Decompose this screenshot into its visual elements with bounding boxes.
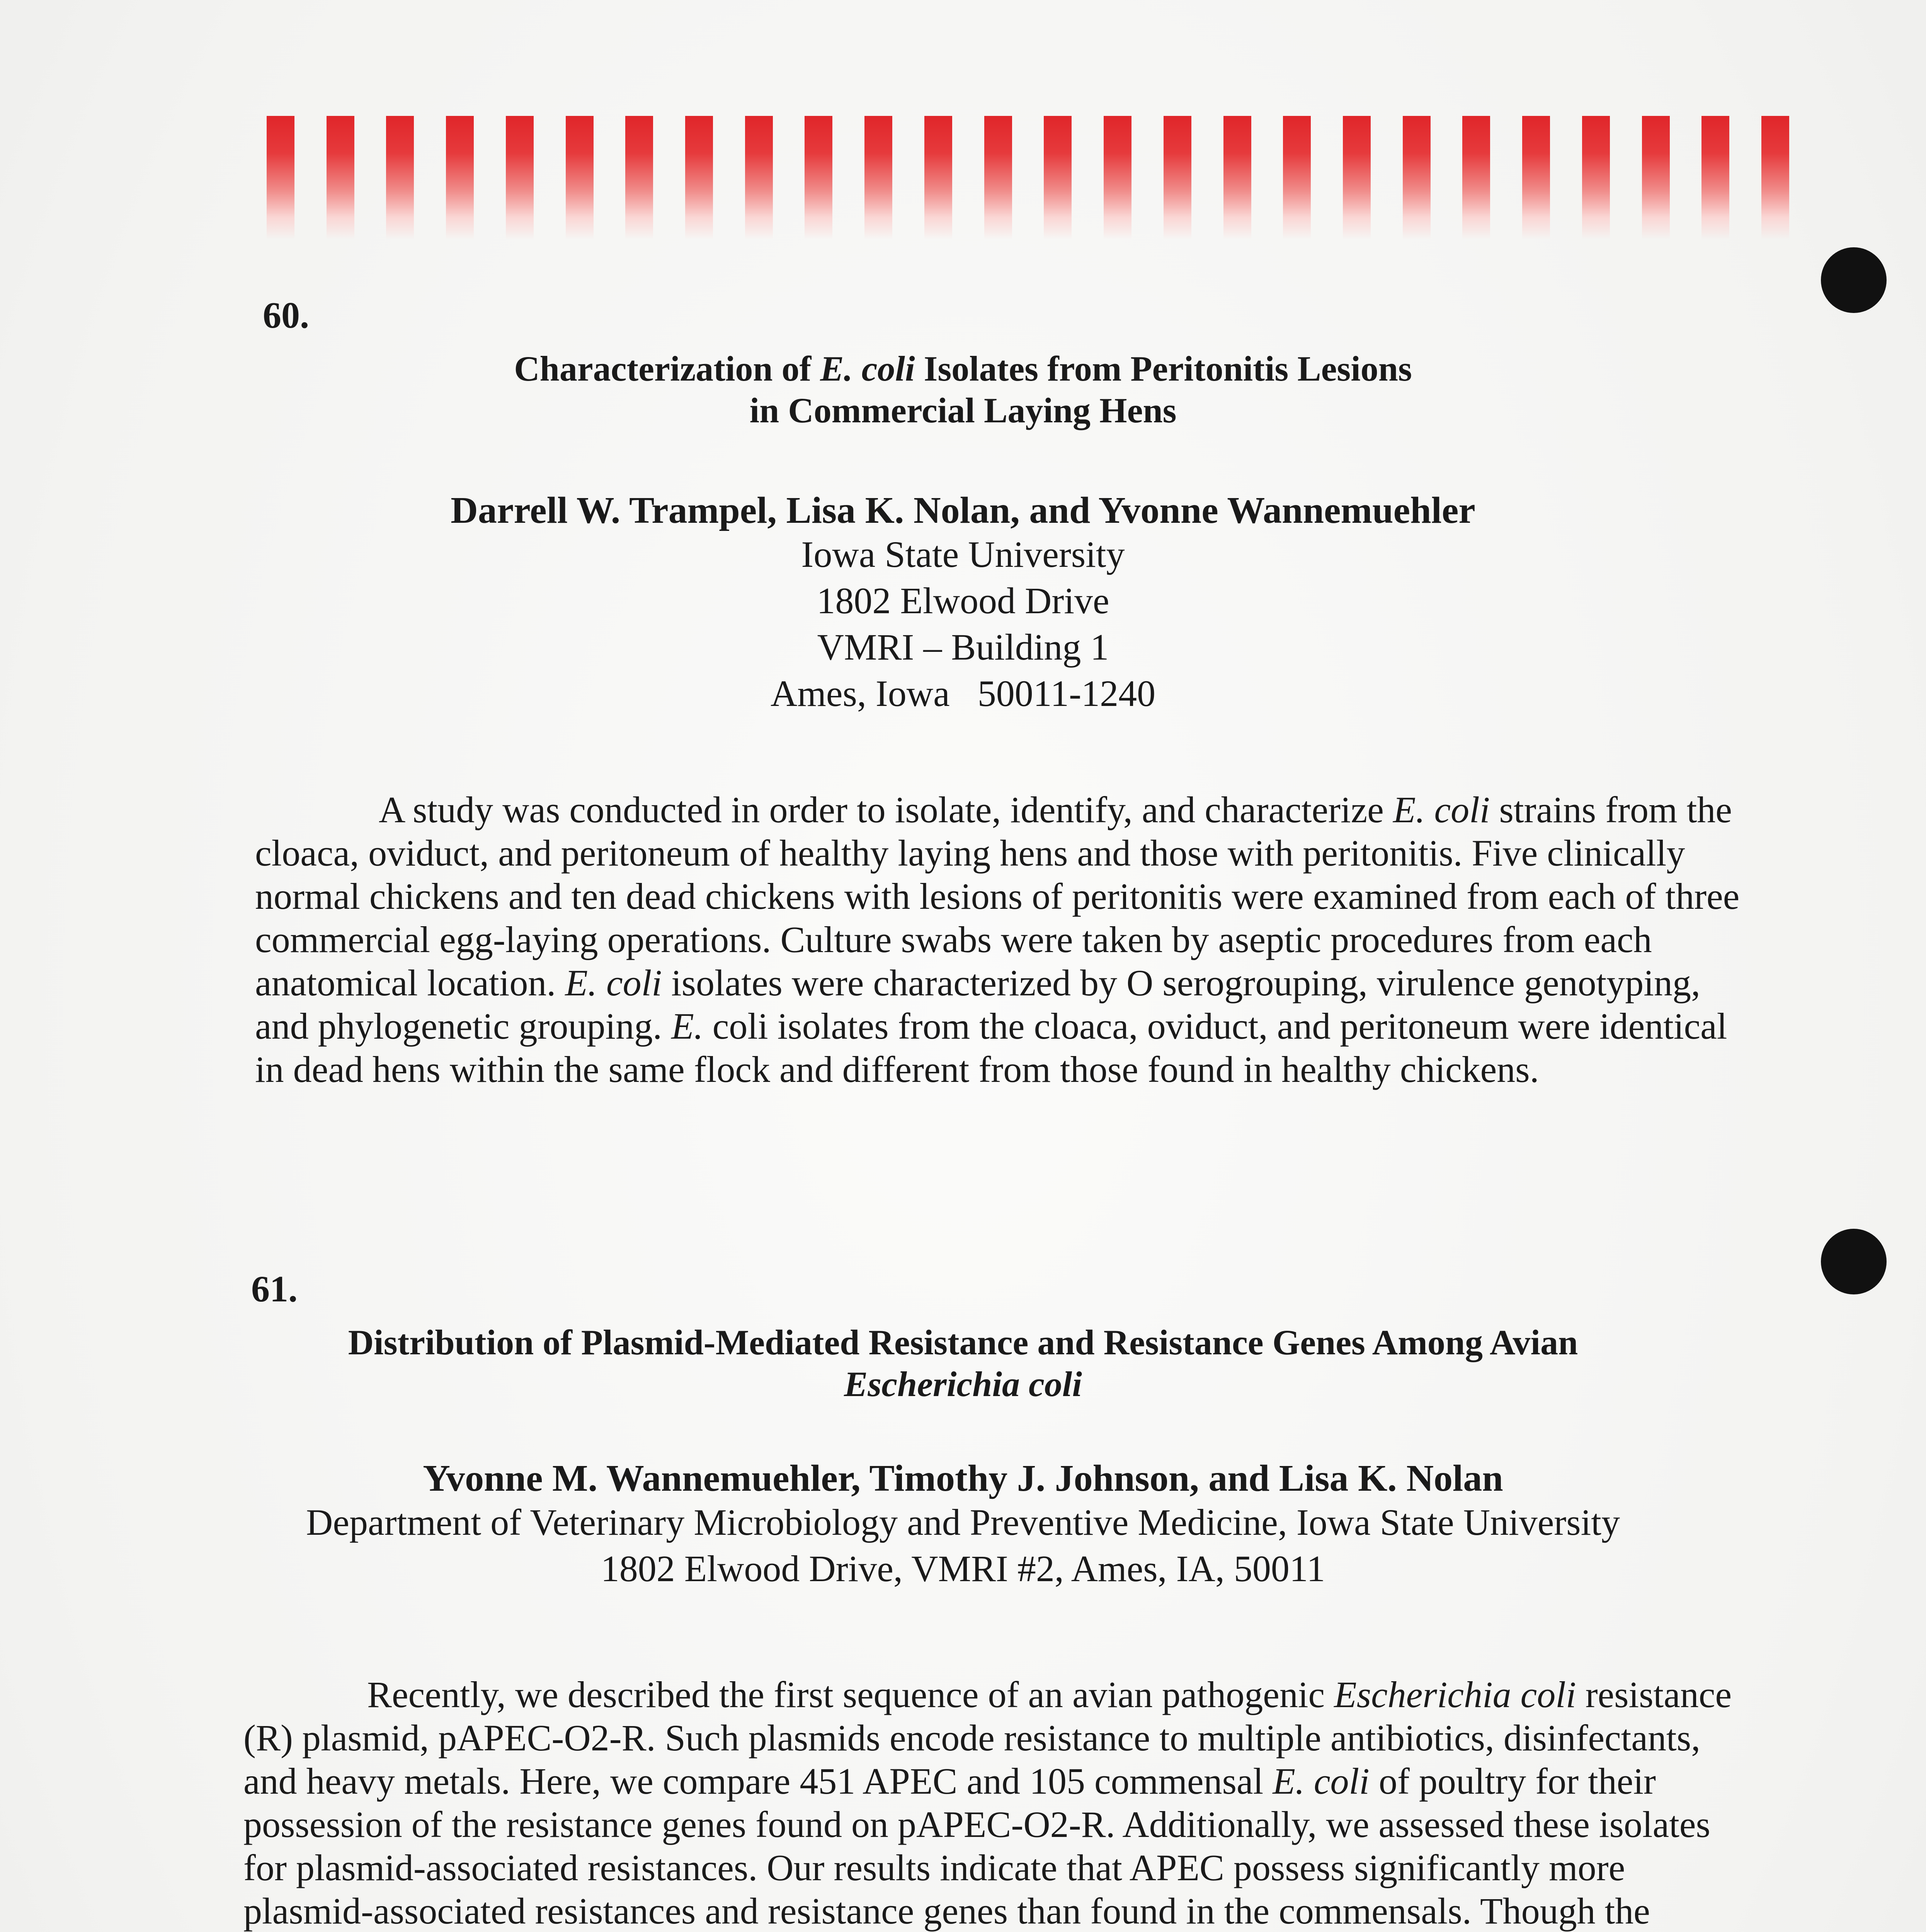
abstract-paragraph	[255, 788, 1754, 1091]
header-bar	[1642, 116, 1670, 240]
header-bar	[506, 116, 534, 240]
title-text: in Commercial Laying Hens	[749, 391, 1177, 430]
author-list: Darrell W. Trampel, Lisa K. Nolan, and Yvonne Wannemuehler	[451, 490, 1475, 531]
body-text: A study was conducted in order to isolate, identify, and characterize	[379, 789, 1393, 830]
header-bar	[1462, 116, 1490, 240]
abstract-body	[255, 788, 1754, 1091]
header-bar	[267, 116, 294, 240]
body-italic: Escherichia coli	[1334, 1674, 1576, 1715]
address-line: Ames, Iowa 50011-1240	[770, 673, 1156, 714]
header-bar	[1522, 116, 1550, 240]
body-text: coli isolates from the cloaca, oviduct, and peritoneum were identical in dead hens within the same flock and different from those found in healthy chickens.	[255, 1005, 1727, 1090]
header-bar	[805, 116, 832, 240]
header-bar	[1223, 116, 1251, 240]
header-bar	[1701, 116, 1729, 240]
abstract-title	[0, 348, 1926, 431]
body-text: resistance (R) plasmid, pAPEC-O2-R. Such plasmids encode resistance to multiple antibiotics, disinfectants, and heavy metals. Here, we compare 451 APEC and 105 commensal	[243, 1674, 1732, 1802]
title-italic: E. coli	[820, 349, 915, 388]
decorative-header-bars	[267, 116, 1789, 240]
header-bar	[386, 116, 414, 240]
affiliation	[0, 531, 1926, 717]
binder-hole	[1821, 1229, 1887, 1294]
body-italic: E. coli	[1273, 1760, 1370, 1802]
header-bar	[864, 116, 892, 240]
header-bar	[327, 116, 354, 240]
address-line: 1802 Elwood Drive	[817, 580, 1109, 621]
header-bar	[1403, 116, 1431, 240]
title-text: Characterization of	[514, 349, 820, 388]
title-italic: Escherichia coli	[844, 1364, 1082, 1404]
title-text: Isolates from Peritonitis Lesions	[915, 349, 1412, 388]
header-bar	[625, 116, 653, 240]
author-list: Yvonne M. Wannemuehler, Timothy J. Johnson, and Lisa K. Nolan	[423, 1458, 1503, 1499]
address-line: Iowa State University	[801, 534, 1125, 575]
address-line: Department of Veterinary Microbiology and Preventive Medicine, Iowa State University	[306, 1502, 1620, 1543]
body-text: Recently, we described the first sequence of an avian pathogenic	[367, 1674, 1334, 1715]
header-bar	[566, 116, 594, 240]
binder-hole	[1821, 247, 1887, 313]
abstract-paragraph	[243, 1673, 1751, 1932]
affiliation	[0, 1499, 1926, 1592]
header-bar	[685, 116, 713, 240]
header-bar	[745, 116, 773, 240]
abstract-number: 61.	[251, 1268, 298, 1310]
header-bar	[1582, 116, 1610, 240]
abstract-body	[243, 1673, 1751, 1932]
header-bar	[1044, 116, 1072, 240]
body-text: of poultry for their possession of the resistance genes found on pAPEC-O2-R. Additionally, we assessed these isolates for plasmid-associated resistances. Our results indicate that APEC possess significantly more plasmid-associated resistances and resistance genes than found in the commensals. Though the	[243, 1760, 1710, 1932]
title-text: Distribution of Plasmid-Mediated Resistance and Resistance Genes Among Avian	[348, 1323, 1578, 1362]
header-bar	[446, 116, 474, 240]
header-bar	[1761, 116, 1789, 240]
header-bar	[1104, 116, 1131, 240]
header-bar	[1164, 116, 1191, 240]
header-bar	[1283, 116, 1311, 240]
abstract-title	[0, 1321, 1926, 1405]
body-italic: E. coli	[1393, 789, 1490, 830]
body-text: isolates were characterized by O serogrouping, virulence genotyping, and phylogenetic grouping.	[255, 962, 1700, 1047]
body-italic: E.	[671, 1005, 703, 1047]
address-line: 1802 Elwood Drive, VMRI #2, Ames, IA, 50011	[601, 1548, 1325, 1589]
header-bar	[984, 116, 1012, 240]
body-italic: E. coli	[565, 962, 662, 1003]
address-line: VMRI – Building 1	[817, 626, 1109, 668]
header-bar	[1343, 116, 1371, 240]
header-bar	[924, 116, 952, 240]
abstract-number: 60.	[263, 294, 309, 336]
body-text: strains from the cloaca, oviduct, and peritoneum of healthy laying hens and those with peritonitis. Five clinically normal chickens and ten dead chickens with lesions of peritonitis were examined from each of three commercial egg-laying operations. Culture swabs were taken by aseptic procedures from each anatomical location.	[255, 789, 1740, 1003]
